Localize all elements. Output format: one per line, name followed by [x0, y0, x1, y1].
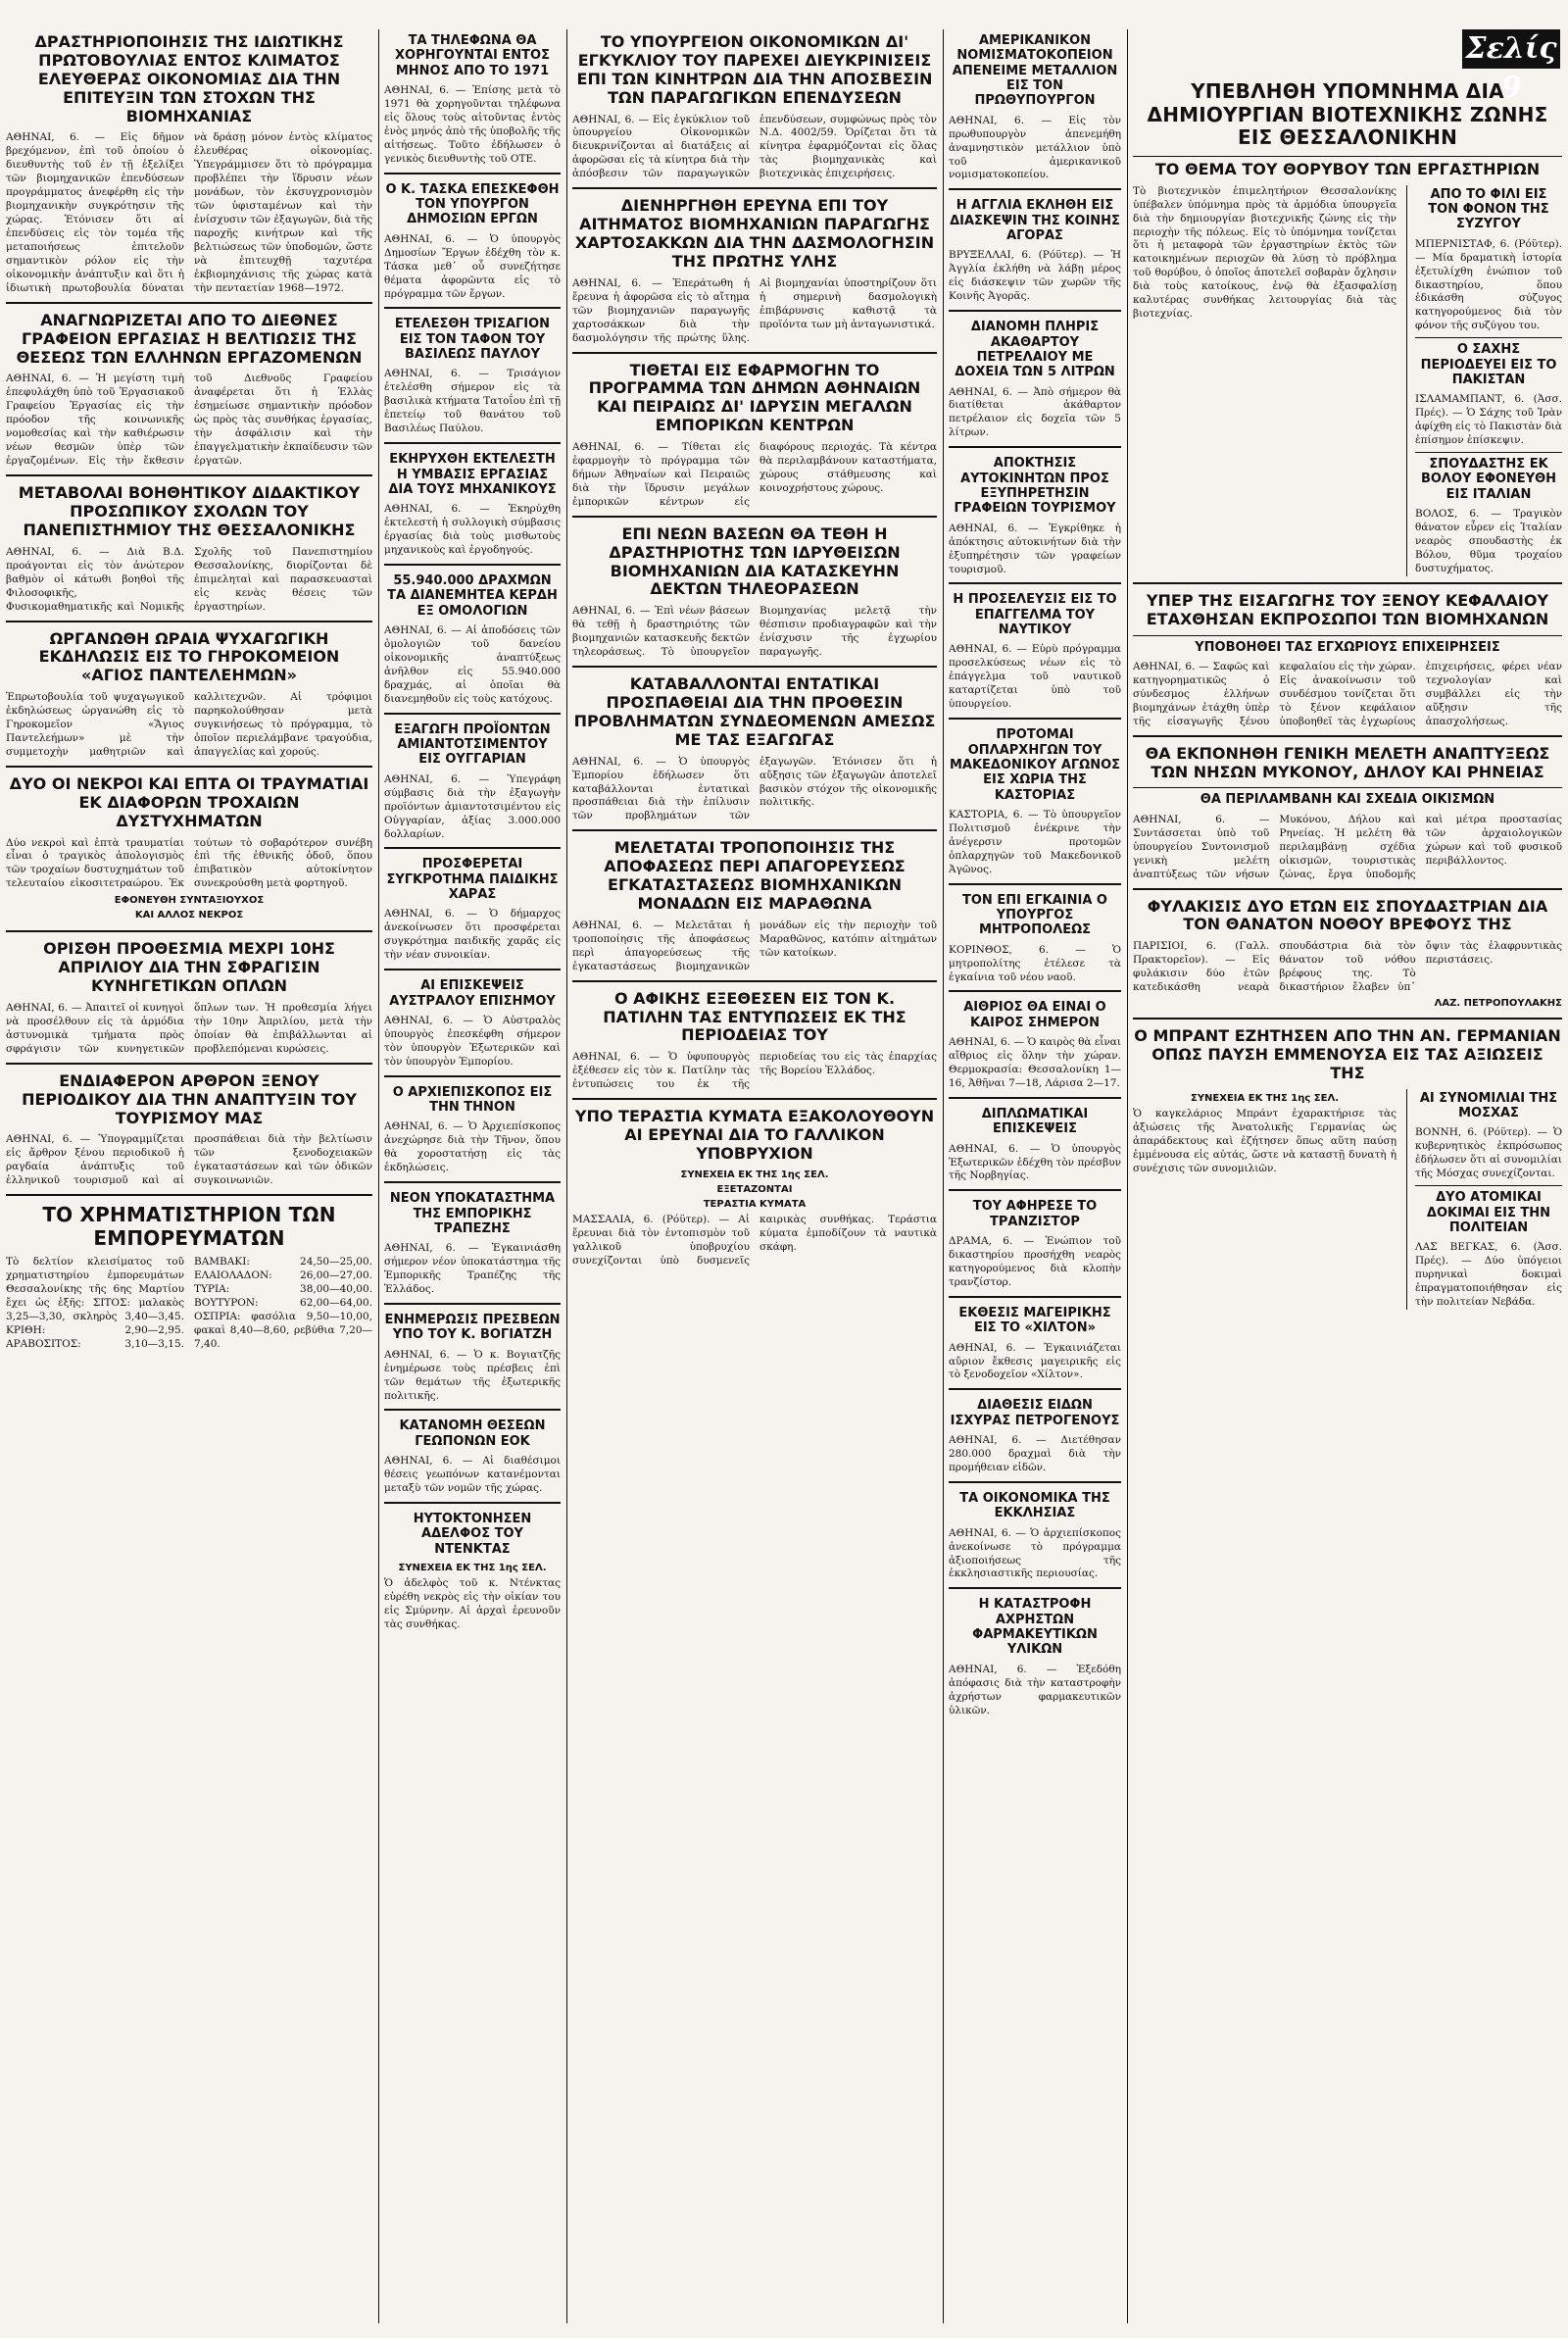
- article: [1133, 80, 1562, 584]
- brief: [1415, 342, 1562, 448]
- article-body: Τὸ βιοτεχνικὸν ἐπιμελητήριον Θεσσαλονίκης ὑπέβαλεν ὑπόμνημα πρὸς τὰ ἁρμόδια ὑπουργεῖα διὰ τὴν δημιουργίαν βιοτεχνικῆς ζώνης εἰς τὴν περιοχὴν τῆς πόλεως. Εἰς τὸ ὑπόμνημα τονίζεται ὅτι ἡ μεταφορὰ τῶν ἐργαστηρίων ἐκτὸς τῶν κατοικημένων περιοχῶν θὰ λύσῃ τὸ πρόβλημα τοῦ θορύβου, ὁ ὁποῖος ἀποτελεῖ σοβαρὰν ὄχλησιν διὰ τοὺς κατοίκους, ἐνῷ θὰ ἐξασφαλίσῃ καλυτέρας συνθήκας λειτουργίας διὰ τὰς βιοτεχνίας.: [1133, 184, 1396, 321]
- article: [949, 1491, 1121, 1589]
- article-body: ΑΘΗΝΑΙ, 6. — Διὰ Β.Δ. προάγονται εἰς τὸν ἀνώτερον βαθμὸν οἱ κάτωθι βοηθοὶ τῆς Φιλοσοφικῆς, Φυσικομαθηματικῆς καὶ Νομικῆς Σχολῆς τοῦ Πανεπιστημίου Θεσσαλονίκης, διορίζονται δὲ ἐπιμεληταὶ καὶ παρασκευασταὶ εἰς κενὰς θέσεις τῶν ἐργαστηρίων.: [6, 545, 372, 613]
- article: [572, 1108, 937, 1273]
- article-body: ΑΘΗΝΑΙ, 6. — Ἀπὸ σήμερον θὰ διατίθεται ἀκάθαρτον πετρέλαιον εἰς δοχεῖα τῶν 5 λίτρων.: [949, 385, 1121, 439]
- headline: ΤΑ ΟΙΚΟΝΟΜΙΚΑ ΤΗΣ ΕΚΚΛΗΣΙΑΣ: [959, 1490, 1110, 1521]
- headline: ΟΡΙΣΘΗ ΠΡΟΘΕΣΜΙΑ ΜΕΧΡΙ 10ΗΣ ΑΠΡΙΛΙΟΥ ΔΙΑ ΤΗΝ ΣΦΡΑΓΙΣΙΝ ΚΥΝΗΓΕΤΙΚΩΝ ΟΠΛΩΝ: [43, 939, 335, 996]
- article-body: ΑΘΗΝΑΙ, 6. — Ὁ ὑπουργὸς Ἐξωτερικῶν ἐδέχθη τὸν πρέσβυν τῆς Νορβηγίας.: [949, 1142, 1121, 1182]
- article: [949, 1597, 1121, 1723]
- article-body: ΙΣΛΑΜΑΜΠΑΝΤ, 6. (Ἀσσ. Πρές). — Ὁ Σάχης τοῦ Ἰρὰν ἀφίχθη εἰς τὸ Πακιστὰν διὰ ἐπίσημον ἐπίσκεψιν.: [1415, 393, 1562, 447]
- article-body: ΑΘΗΝΑΙ, 6. — Μελετᾶται ἡ τροποποίησις τῆς ἀποφάσεως περὶ ἀπαγορεύσεως τῆς ἐγκαταστάσεως βιομηχανικῶν μονάδων εἰς τὴν περιοχὴν τοῦ Μαραθῶνος, κατόπιν αἰτημάτων τῶν κατοίκων.: [572, 919, 937, 972]
- headline: 55.940.000 ΔΡΑΧΜΩΝ ΤΑ ΔΙΑΝΕΜΗΤΕΑ ΚΕΡΔΗ ΕΞ ΟΜΟΛΟΓΙΩΝ: [387, 573, 558, 619]
- headline: ΑΠΟΚΤΗΣΙΣ ΑΥΤΟΚΙΝΗΤΩΝ ΠΡΟΣ ΕΞΥΠΗΡΕΤΗΣΙΝ ΓΡΑΦΕΙΩΝ ΤΟΥΡΙΣΜΟΥ: [954, 456, 1116, 517]
- article: [572, 990, 937, 1100]
- article-body: ΑΘΗΝΑΙ, 6. — Ὁ ὑφυπουργὸς ἐξέθεσεν εἰς τὸν κ. Πατίλην τὰς ἐντυπώσεις του ἐκ τῆς περιοδείας του εἰς τὰς ἐπαρχίας τῆς Βορείου Ἑλλάδος.: [572, 1051, 937, 1091]
- article: [949, 592, 1121, 720]
- article: [572, 197, 937, 353]
- article-body: ΒΡΥΞΕΛΛΑΙ, 6. (Ρόϋτερ). — Ἡ Ἀγγλία ἐκλήθη νὰ λάβῃ μέρος εἰς διάσκεψιν τῶν χωρῶν τῆς Κοινῆς Ἀγορᾶς.: [949, 249, 1121, 303]
- article-body: ΑΘΗΝΑΙ, 6. — Ἐγκαινιάσθη σήμερον νέον ὑποκατάστημα τῆς Ἐμπορικῆς Τραπέζης τῆς Ἑλλάδος.: [384, 1242, 561, 1296]
- article-body: ΑΘΗΝΑΙ, 6. — Συντάσσεται ὑπὸ τοῦ ὑπουργείου Συντονισμοῦ γενικὴ μελέτη ἀναπτύξεως τῶν νήσων Μυκόνου, Δήλου καὶ Ρηνείας. Ἡ μελέτη θὰ περιλαμβάνῃ σχέδια οἰκισμῶν, τουριστικὰς ζώνας, ἔργα ὑποδομῆς καὶ μέτρα προστασίας τῶν ἀρχαιολογικῶν χώρων καὶ τοῦ φυσικοῦ περιβάλλοντος.: [1133, 813, 1562, 880]
- brief: [1415, 1190, 1562, 1310]
- headline: ΑΜΕΡΙΚΑΝΙΚΟΝ ΝΟΜΙΣΜΑΤΟΚΟΠΕΙΟΝ ΑΠΕΝΕΙΜΕ ΜΕΤΑΛΛΙΟΝ ΕΙΣ ΤΟΝ ΠΡΩΘΥΠΟΥΡΓΟΝ: [952, 33, 1118, 109]
- article: [384, 1191, 561, 1305]
- headline: ΥΠΟ ΤΕΡΑΣΤΙΑ ΚΥΜΑΤΑ ΕΞΑΚΟΛΟΥΘΟΥΝ ΑΙ ΕΡΕΥΝΑΙ ΔΙΑ ΤΟ ΓΑΛΛΙΚΟΝ ΥΠΟΒΡΥΧΙΟΝ: [574, 1107, 935, 1163]
- article-main: [1133, 1089, 1396, 1310]
- article-layout: [1133, 1089, 1562, 1310]
- headline: ΑΙ ΣΥΝΟΜΙΛΙΑΙ ΤΗΣ ΜΟΣΧΑΣ: [1419, 1090, 1558, 1121]
- article: [949, 33, 1121, 190]
- brief: [1415, 1091, 1562, 1181]
- column-1: [6, 31, 372, 2330]
- headline: ΕΝΗΜΕΡΩΣΙΣ ΠΡΕΣΒΕΩΝ ΥΠΟ ΤΟΥ Κ. ΒΟΓΙΑΤΖΗ: [384, 1312, 561, 1343]
- article-body: ΑΘΗΝΑΙ, 6. — Διετέθησαν 280.000 δραχμαὶ διὰ τὴν προμήθειαν εἰδῶν.: [949, 1434, 1121, 1473]
- article: [572, 362, 937, 518]
- headline: Η ΑΓΓΛΙΑ ΕΚΛΗΘΗ ΕΙΣ ΔΙΑΣΚΕΨΙΝ ΤΗΣ ΚΟΙΝΗΣ ΑΓΟΡΑΣ: [950, 198, 1120, 244]
- article: [949, 1107, 1121, 1192]
- article-layout: [1133, 185, 1562, 576]
- headline: ΔΥΟ ΟΙ ΝΕΚΡΟΙ ΚΑΙ ΕΠΤΑ ΟΙ ΤΡΑΥΜΑΤΙΑΙ ΕΚ ΔΙΑΦΟΡΩΝ ΤΡΟΧΑΙΩΝ ΔΥΣΤΥΧΗΜΑΤΩΝ: [9, 773, 369, 830]
- article: [949, 1199, 1121, 1297]
- article-body: ΑΘΗΝΑΙ, 6. — Ὁ δήμαρχος ἀνεκοίνωσεν ὅτι προσφέρεται συγκρότημα παιδικῆς χαρᾶς εἰς τὴν νέαν συνοικίαν.: [384, 908, 561, 962]
- headline: ΥΠΕΡ ΤΗΣ ΕΙΣΑΓΩΓΗΣ ΤΟΥ ΞΕΝΟΥ ΚΕΦΑΛΑΙΟΥ ΕΤΑΧΘΗΣΑΝ ΕΚΠΡΟΣΩΠΟΙ ΤΩΝ ΒΙΟΜΗΧΑΝΩΝ: [1146, 590, 1549, 628]
- article: [384, 317, 561, 444]
- article: [384, 857, 561, 970]
- headline: ΕΠΙ ΝΕΩΝ ΒΑΣΕΩΝ ΘΑ ΤΕΘΗ Η ΔΡΑΣΤΗΡΙΟΤΗΣ ΤΩΝ ΙΔΡΥΘΕΙΣΩΝ ΒΙΟΜΗΧΑΝΙΩΝ ΔΙΑ ΚΑΤΑΣΚΕΥΗΝ ΔΕΚΤΩΝ ΤΗΛΕΟΡΑΣΕΩΝ: [609, 523, 901, 599]
- article-body: Δύο νεκροὶ καὶ ἑπτὰ τραυματίαι εἶναι ὁ τραγικὸς ἀπολογισμὸς τῶν τροχαίων δυστυχημάτων τοῦ τελευταίου εἰκοσιτετραώρου. Ἐκ τούτων τὸ σοβαρότερον συνέβη ἐπὶ τῆς ἐθνικῆς ὁδοῦ, ὅπου ἐπιβατικὸν αὐτοκίνητον συνεκρούσθη μετὰ φορτηγοῦ.: [6, 836, 372, 890]
- headline: ΔΙΠΛΩΜΑΤΙΚΑΙ ΕΠΙΣΚΕΨΕΙΣ: [981, 1106, 1089, 1137]
- article-body: ΚΑΣΤΟΡΙΑ, 6. — Τὸ ὑπουργεῖον Πολιτισμοῦ ἐνέκρινε τὴν ἀνέγερσιν προτομῶν ὁπλαρχηγῶν τοῦ Μακεδονικοῦ Ἀγῶνος.: [949, 808, 1121, 875]
- headline: Ο ΣΑΧΗΣ ΠΕΡΙΟΔΕΥΕΙ ΕΙΣ ΤΟ ΠΑΚΙΣΤΑΝ: [1420, 342, 1557, 387]
- article: [6, 484, 372, 622]
- column-4: [949, 31, 1121, 2330]
- subheading: ΕΞΕΤΑΖΟΝΤΑΙ: [716, 1183, 793, 1195]
- article: [949, 727, 1121, 884]
- headline: ΤΟ ΥΠΟΥΡΓΕΙΟΝ ΟΙΚΟΝΟΜΙΚΩΝ ΔΙ' ΕΓΚΥΚΛΙΟΥ ΤΟΥ ΠΑΡΕΧΕΙ ΔΙΕΥΚΡΙΝΙΣΕΙΣ ΕΠΙ ΤΩΝ ΚΙΝΗΤΡΩΝ ΔΙΑ ΤΗΝ ΑΠΟΣΒΕΣΙΝ ΤΩΝ ΠΑΡΑΓΩΓΙΚΩΝ ΕΠΕΝΔΥΣΕΩΝ: [576, 32, 933, 107]
- subheading: ΤΕΡΑΣΤΙΑ ΚΥΜΑΤΑ: [703, 1198, 807, 1210]
- article: [572, 525, 937, 668]
- article: [6, 940, 372, 1064]
- headline: ΕΚΘΕΣΙΣ ΜΑΓΕΙΡΙΚΗΣ ΕΙΣ ΤΟ «ΧΙΛΤΟΝ»: [958, 1305, 1111, 1336]
- headline: ΠΡΟΣΦΕΡΕΤΑΙ ΣΥΓΚΡΟΤΗΜΑ ΠΑΙΔΙΚΗΣ ΧΑΡΑΣ: [386, 857, 559, 903]
- subheading: ΘΑ ΠΕΡΙΛΑΜΒΑΝΗ ΚΑΙ ΣΧΕΔΙΑ ΟΙΚΙΣΜΩΝ: [1200, 792, 1495, 808]
- article-body: ΑΘΗΝΑΙ, 6. — Ὑπεγράφη σύμβασις διὰ τὴν ἐξαγωγὴν προϊόντων ἀμιαντοτσιμέντου εἰς Οὐγγαρίαν, ἀξίας 3.000.000 δολλαρίων.: [384, 772, 561, 840]
- column-2: [384, 31, 561, 2330]
- brief: [1415, 187, 1562, 334]
- headline: Ο Κ. ΤΑΣΚΑ ΕΠΕΣΚΕΦΘΗ ΤΟΝ ΥΠΟΥΡΓΟΝ ΔΗΜΟΣΙΩΝ ΕΡΓΩΝ: [385, 181, 560, 227]
- article-body: ΚΟΡΙΝΘΟΣ, 6. — Ὁ μητροπολίτης ἐτέλεσε τὰ ἐγκαίνια τοῦ νέου ναοῦ.: [949, 943, 1121, 983]
- headline: Ο ΑΦΙΚΗΣ ΕΞΕΘΕΣΕΝ ΕΙΣ ΤΟΝ Κ. ΠΑΤΙΛΗΝ ΤΑΣ ΕΝΤΥΠΩΣΕΙΣ ΕΚ ΤΗΣ ΠΕΡΙΟΔΕΙΑΣ ΤΟΥ: [603, 988, 906, 1045]
- article-body: ΑΘΗΝΑΙ, 6. — Ὁ καιρὸς θὰ εἶναι αἴθριος εἰς ὅλην τὴν χώραν. Θερμοκρασία: Θεσσαλονίκη 1—16, Ἀθῆναι 7—18, Λάρισα 2—17.: [949, 1036, 1121, 1089]
- article: [384, 1085, 561, 1183]
- headline: ΑΙ ΕΠΙΣΚΕΨΕΙΣ ΑΥΣΤΡΑΛΟΥ ΕΠΙΣΗΜΟΥ: [389, 978, 556, 1009]
- article: [384, 1313, 561, 1411]
- headline: ΦΥΛΑΚΙΣΙΣ ΔΥΟ ΕΤΩΝ ΕΙΣ ΣΠΟΥΔΑΣΤΡΙΑΝ ΔΙΑ ΤΟΝ ΘΑΝΑΤΟΝ ΝΟΘΟΥ ΒΡΕΦΟΥΣ ΤΗΣ: [1147, 896, 1548, 934]
- article: [384, 722, 561, 850]
- article-body: ΑΘΗΝΑΙ, 6. — Εὐρὺ πρόγραμμα προσελκύσεως νέων εἰς τὸ ἐπάγγελμα τοῦ ναυτικοῦ καταρτίζεται ὑπὸ τοῦ ὑπουργείου.: [949, 643, 1121, 711]
- article-body: ΑΘΗΝΑΙ, 6. — Σαφῶς καὶ κατηγορηματικῶς ὁ σύνδεσμος ἑλλήνων βιομηχάνων ἐτάχθη ὑπὲρ τῆς εἰσαγωγῆς ξένου κεφαλαίου εἰς τὴν χώραν. Εἰς ἀνακοίνωσιν τοῦ συνδέσμου τονίζεται ὅτι τὸ ξένον κεφάλαιον ὑποβοηθεῖ τὰς ἐγχωρίους ἐπιχειρήσεις, φέρει νέαν τεχνολογίαν καὶ συμβάλλει εἰς τὴν αὔξησιν τῆς ἀπασχολήσεως.: [1133, 660, 1562, 727]
- article: [6, 312, 372, 476]
- headline: ΥΠΕΒΛΗΘΗ ΥΠΟΜΝΗΜΑ ΔΙΑ ΔΗΜΙΟΥΡΓΙΑΝ ΒΙΟΤΕΧΝΙΚΗΣ ΖΩΝΗΣ ΕΙΣ ΘΕΣΣΑΛΟΝΙΚΗΝ: [1147, 79, 1548, 150]
- article: [384, 452, 561, 566]
- article: [949, 456, 1121, 584]
- headline: Ο ΜΠΡΑΝΤ ΕΖΗΤΗΣΕΝ ΑΠΟ ΤΗΝ ΑΝ. ΓΕΡΜΑΝΙΑΝ ΟΠΩΣ ΠΑΥΣΗ ΕΜΜΕΝΟΥΣΑ ΕΙΣ ΤΑΣ ΑΞΙΩΣΕΙΣ ΤΗΣ: [1134, 1026, 1561, 1082]
- article-body: ΑΘΗΝΑΙ, 6. — Αἱ διαθέσιμοι θέσεις γεωπόνων κατανέμονται μεταξὺ τῶν νομῶν τῆς χώρας.: [384, 1455, 561, 1495]
- article: [949, 1306, 1121, 1391]
- article-body: ΔΡΑΜΑ, 6. — Ἐνώπιον τοῦ δικαστηρίου προσήχθη νεαρὸς κατηγορούμενος διὰ κλοπὴν τρανζίστορ.: [949, 1235, 1121, 1288]
- article: [6, 1204, 372, 1358]
- article-body: ΑΘΗΝΑΙ, 6. — Ὁ ὑπουργὸς Ἐμπορίου ἐδήλωσεν ὅτι καταβάλλονται ἐντατικαὶ προσπάθειαι διὰ τὴν ἐπίλυσιν τῶν προβλημάτων τῶν ἐξαγωγῶν. Ἐτόνισεν ὅτι ἡ αὔξησις τῶν ἐξαγωγῶν ἀποτελεῖ βασικὸν στόχον τῆς οἰκονομικῆς πολιτικῆς.: [572, 755, 937, 822]
- article: [1133, 1027, 1562, 1316]
- headline: Ο ΑΡΧΙΕΠΙΣΚΟΠΟΣ ΕΙΣ ΤΗΝ ΤΗΝΟΝ: [392, 1084, 553, 1116]
- article-body: ΑΘΗΝΑΙ, 6. — Ἐκηρύχθη ἐκτελεστὴ ἡ συλλογικὴ σύμβασις ἐργασίας διὰ τοὺς μισθωτοὺς μηχανικοὺς καὶ ἐργοδηγούς.: [384, 503, 561, 557]
- divider: [1415, 1185, 1562, 1186]
- page-number-logo: Σελίς 9: [1462, 29, 1560, 69]
- article-body: ΜΑΣΣΑΛΙΑ, 6. (Ρόϋτερ). — Αἱ ἔρευναι διὰ τὸν ἐντοπισμὸν τοῦ γαλλικοῦ ὑποβρυχίου συνεχίζονται ὑπὸ δυσμενεῖς καιρικὰς συνθήκας. Τεράστια κύματα ἐμποδίζουν τὰ ναυτικὰ σκάφη.: [572, 1213, 937, 1267]
- subheading: ΤΟ ΘΕΜΑ ΤΟΥ ΘΟΡΥΒΟΥ ΤΩΝ ΕΡΓΑΣΤΗΡΙΩΝ: [1154, 159, 1541, 178]
- article-body: ΑΘΗΝΑΙ, 6. — Ὁ κ. Βογιατζῆς ἐνημέρωσε τοὺς πρέσβεις ἐπὶ τῶν θεμάτων τῆς ἐξωτερικῆς πολιτικῆς.: [384, 1348, 561, 1402]
- article-body: ΑΘΗΝΑΙ, 6. — Ἐξεδόθη ἀπόφασις διὰ τὴν καταστροφὴν ἀχρήστων φαρμακευτικῶν ὑλικῶν.: [949, 1663, 1121, 1716]
- headline: ΑΠΟ ΤΟ ΦΙΛΙ ΕΙΣ ΤΟΝ ΦΟΝΟΝ ΤΗΣ ΣΥΖΥΓΟΥ: [1428, 186, 1549, 232]
- headline: ΤΑ ΤΗΛΕΦΩΝΑ ΘΑ ΧΟΡΗΓΟΥΝΤΑΙ ΕΝΤΟΣ ΜΗΝΟΣ ΑΠΟ ΤΟ 1971: [395, 33, 550, 78]
- divider: [1133, 635, 1562, 636]
- article: [949, 320, 1121, 448]
- divider: [1415, 337, 1562, 338]
- sidebar-briefs: [1406, 1089, 1562, 1310]
- byline: ΛΑΖ. ΠΕΤΡΟΠΟΥΛΑΚΗΣ: [1434, 998, 1562, 1010]
- subheading: ΣΥΝΕΧΕΙΑ ΕΚ ΤΗΣ 1ης ΣΕΛ.: [1190, 1092, 1339, 1104]
- article: [572, 33, 937, 189]
- column-rule: [378, 29, 379, 2323]
- article-body: ΜΠΕΡΝΙΣΤΑΦ, 6. (Ρόϋτερ). — Μία δραματικὴ ἱστορία ἐξετυλίχθη ἐνώπιον τοῦ δικαστηρίου, ὅπου ἐδικάσθη σύζυγος κατηγορούμενος διὰ τὸν φόνον τῆς συζύγου του.: [1415, 237, 1562, 332]
- headline: ΑΙΘΡΙΟΣ ΘΑ ΕΙΝΑΙ Ο ΚΑΙΡΟΣ ΣΗΜΕΡΟΝ: [963, 1000, 1106, 1030]
- article: [949, 893, 1121, 993]
- article: [384, 1512, 561, 1638]
- divider: [1415, 452, 1562, 453]
- article-body: ΑΘΗΝΑΙ, 6. — Ἡ μεγίστη τιμὴ ἐπεφυλάχθη ὑπὸ τοῦ Ἐργασιακοῦ Γραφείου Ἐργασίας εἰς τὴν πρόοδον τῆς κοινωνικῆς νομοθεσίας καὶ τὴν καθιέρωσιν νέων θεσμῶν ὑπὲρ τῶν ἐργαζομένων. Εἰς τὴν ἔκθεσιν τοῦ Διεθνοῦς Γραφείου ἀναφέρεται ὅτι ἡ Ἑλλὰς ἐσημείωσε σημαντικὴν πρόοδον ὡς πρὸς τὰς συνθήκας ἐργασίας, τὴν ἀσφάλισιν καὶ τὴν ἐπαγγελματικὴν ἐκπαίδευσιν τῶν ἐργατῶν.: [6, 373, 372, 468]
- headline: Η ΠΡΟΣΕΛΕΥΣΙΣ ΕΙΣ ΤΟ ΕΠΑΓΓΕΛΜΑ ΤΟΥ ΝΑΥΤΙΚΟΥ: [953, 592, 1117, 638]
- article: [1133, 592, 1562, 737]
- article-body: ΑΘΗΝΑΙ, 6. — Εἰς ἐγκύκλιον τοῦ ὑπουργείου Οἰκονομικῶν διευκρινίζονται αἱ διατάξεις αἱ ἀφορῶσαι εἰς τὰ κίνητρα διὰ τὴν ἀπόσβεσιν τῶν παραγωγικῶν ἐπενδύσεων, συμφώνως πρὸς τὸν Ν.Δ. 4002/59. Ὁρίζεται ὅτι τὰ κίνητρα ἐφαρμόζονται εἰς ὅλας τὰς βιομηχανικὰς καὶ βιοτεχνικὰς ἐπιχειρήσεις.: [572, 113, 937, 180]
- headline: ΕΚΗΡΥΧΘΗ ΕΚΤΕΛΕΣΤΗ Η ΥΜΒΑΣΙΣ ΕΡΓΑΣΙΑΣ ΔΙΑ ΤΟΥΣ ΜΗΧΑΝΙΚΟΥΣ: [388, 452, 557, 497]
- column-rule: [566, 29, 567, 2323]
- article-body: ΑΘΗΝΑΙ, 6. — Ἐπίσης μετὰ τὸ 1971 θὰ χορηγοῦνται τηλέφωνα εἰς ὅλους τοὺς αἰτοῦντας ἐντὸς ἑνὸς μηνός ἀπὸ τῆς ὑποβολῆς τῆς αἰτήσεως. Τοῦτο ἐδήλωσεν ὁ γενικὸς διευθυντὴς τοῦ ΟΤΕ.: [384, 83, 561, 165]
- article: [6, 1072, 372, 1196]
- article: [6, 630, 372, 768]
- article-body: ΑΘΗΝΑΙ, 6. — Ὑπογραμμίζεται εἰς ἄρθρον ξένου περιοδικοῦ ἡ ραγδαία ἀνάπτυξις τοῦ ἑλληνικοῦ τουρισμοῦ καὶ αἱ προσπάθειαι διὰ τὴν βελτίωσιν τῶν ξενοδοχειακῶν ἐγκαταστάσεων καὶ τῶν ὁδικῶν συγκοινωνιῶν.: [6, 1133, 372, 1187]
- headline: ΚΑΤΑΒΑΛΛΟΝΤΑΙ ΕΝΤΑΤΙΚΑΙ ΠΡΟΣΠΑΘΕΙΑΙ ΔΙΑ ΤΗΝ ΠΡΟΘΕΣΙΝ ΠΡΟΒΛΗΜΑΤΩΝ ΣΥΝΔΕΟΜΕΝΩΝ ΑΜΕΣΩΣ ΜΕ ΤΑΣ ΕΞΑΓΩΓΑΣ: [573, 674, 936, 749]
- article: [572, 675, 937, 831]
- divider: [1133, 787, 1562, 788]
- article: [384, 978, 561, 1076]
- article: [949, 198, 1121, 312]
- article: [572, 839, 937, 981]
- headline: ΑΝΑΓΝΩΡΙΖΕΤΑΙ ΑΠΟ ΤΟ ΔΙΕΘΝΕΣ ΓΡΑΦΕΙΟΝ ΕΡΓΑΣΙΑΣ Η ΒΕΛΤΙΩΣΙΣ ΤΗΣ ΘΕΣΕΩΣ ΤΩΝ ΕΛΛΗΝΩΝ ΕΡΓΑΖΟΜΕΝΩΝ: [16, 310, 363, 367]
- subheading: ΚΑΙ ΑΛΛΟΣ ΝΕΚΡΟΣ: [134, 910, 244, 921]
- article-body: ΑΘΗΝΑΙ, 6. — Ἐγκρίθηκε ἡ ἀπόκτησις αὐτοκινήτων διὰ τὴν ἐξυπηρέτησιν τῶν γραφείων τουρισμοῦ.: [949, 522, 1121, 575]
- headline: ΠΡΟΤΟΜΑΙ ΟΠΛΑΡΧΗΓΩΝ ΤΟΥ ΜΑΚΕΔΟΝΙΚΟΥ ΑΓΩΝΟΣ ΕΙΣ ΧΩΡΙΑ ΤΗΣ ΚΑΣΤΟΡΙΑΣ: [949, 727, 1121, 803]
- article-body: ΑΘΗΝΑΙ, 6. — Ὁ ὑπουργὸς Δημοσίων Ἔργων ἐδέχθη τὸν κ. Τάσκα μεθ᾽ οὗ συνεζήτησε θέματα ἀφορῶντα εἰς τὸ πρόγραμμα τῶν ἔργων.: [384, 232, 561, 300]
- article-body: ΑΘΗΝΑΙ, 6. — Ἐγκαινιάζεται αὔριον ἔκθεσις μαγειρικῆς εἰς τὸ ξενοδοχεῖον «Χίλτον».: [949, 1341, 1121, 1381]
- article-body: Ὁ ἀδελφὸς τοῦ κ. Ντένκτας εὑρέθη νεκρὸς εἰς τὴν οἰκίαν του εἰς Σμύρνην. Αἱ ἀρχαὶ ἐρευνοῦν τὰς συνθήκας.: [384, 1576, 561, 1630]
- column-rule: [943, 29, 944, 2323]
- article: [384, 33, 561, 174]
- article-body: ΛΑΣ ΒΕΓΚΑΣ, 6. (Ἀσσ. Πρές). — Δύο ὑπόγειοι πυρηνικαὶ δοκιμαὶ ἐπραγματοποιήθησαν εἰς τὴν πολιτείαν Νεβάδα.: [1415, 1241, 1562, 1308]
- brief: [1415, 457, 1562, 576]
- article-body: ΑΘΗΝΑΙ, 6. — Ἐπὶ νέων βάσεων θὰ τεθῇ ἡ δραστηριότης τῶν βιομηχανιῶν κατασκευῆς δεκτῶν τηλεοράσεως. Τὸ ὑπουργεῖον Βιομηχανίας μελετᾷ τὴν θέσπισιν προδιαγραφῶν καὶ τὴν ἐνίσχυσιν τῆς ἐγχωρίου παραγωγῆς.: [572, 605, 937, 659]
- headline: ΣΠΟΥΔΑΣΤΗΣ ΕΚ ΒΟΛΟΥ ΕΦΟΝΕΥΘΗ ΕΙΣ ΙΤΑΛΙΑΝ: [1420, 457, 1557, 502]
- headline: ΔΙΑΘΕΣΙΣ ΕΙΔΩΝ ΙΣΧΥΡΑΣ ΠΕΤΡΟΓΕΝΟΥΣ: [950, 1398, 1120, 1428]
- column-rule: [1127, 29, 1128, 2323]
- subheading: ΕΦΟΝΕΥΘΗ ΣΥΝΤΑΞΙΟΥΧΟΣ: [114, 895, 265, 907]
- article-body: ΒΟΛΟΣ, 6. — Τραγικὸν θάνατον εὗρεν εἰς Ἰταλίαν νεαρὸς σπουδαστὴς ἐκ Βόλου, θῦμα τροχαίου δυστυχήματος.: [1415, 508, 1562, 574]
- article-body: ΑΘΗΝΑΙ, 6. — Τίθεται εἰς ἐφαρμογὴν τὸ πρόγραμμα τῶν δήμων Ἀθηναίων καὶ Πειραιῶς διὰ τὴν ἵδρυσιν μεγάλων ἐμπορικῶν κέντρων εἰς διαφόρους περιοχάς. Τὰ κέντρα θὰ περιλαμβάνουν καταστήματα, χώρους στάθμευσης καὶ κοινοχρήστους χώρους.: [572, 441, 937, 508]
- article-body: Τὸ δελτίον κλεισίματος τοῦ χρηματιστηρίου ἐμπορευμάτων Θεσσαλονίκης τῆς 6ης Μαρτίου ἔχει ὡς ἑξῆς: ΣΙΤΟΣ: μαλακὸς 3,25—3,30, σκληρὸς 3,40—3,45. ΚΡΙΘΗ: 2,90—2,95. ΑΡΑΒΟΣΙΤΟΣ: 3,10—3,15. ΒΑΜΒΑΚΙ: 24,50—25,00. ΕΛΑΙΟΛΑΔΟΝ: 26,00—27,00. ΤΥΡΙΑ: 38,00—40,00. ΒΟΥΤΥΡΟΝ: 62,00—64,00. ΟΣΠΡΙΑ: φασόλια 9,50—10,00, φακαὶ 8,40—8,60, ρεβύθια 7,20—7,40.: [6, 1256, 372, 1351]
- headline: ΩΡΓΑΝΩΘΗ ΩΡΑΙΑ ΨΥΧΑΓΩΓΙΚΗ ΕΚΔΗΛΩΣΙΣ ΕΙΣ ΤΟ ΓΗΡΟΚΟΜΕΙΟΝ «ΑΓΙΟΣ ΠΑΝΤΕΛΕΗΜΩΝ»: [38, 628, 340, 685]
- subheading: ΣΥΝΕΧΕΙΑ ΕΚ ΤΗΣ 1ης ΣΕΛ.: [398, 1562, 547, 1573]
- article-body: ΑΘΗΝΑΙ, 6. — Τρισάγιον ἐτελέσθη σήμερον εἰς τὰ βασιλικὰ κτήματα Τατοΐου ἐπὶ τῇ ἐπετείῳ τοῦ θανάτου τοῦ Βασιλέως Παύλου.: [384, 368, 561, 435]
- article: [6, 33, 372, 304]
- article-body: ΑΘΗΝΑΙ, 6. — Ὁ Αὐστραλὸς ὑπουργὸς ἐπεσκέφθη σήμερον τὸν ὑπουργὸν Ἐξωτερικῶν καὶ τὸν ὑπουργὸν Ἐμπορίου.: [384, 1014, 561, 1068]
- headline: ΗΥΤΟΚΤΟΝΗΣΕΝ ΑΔΕΛΦΟΣ ΤΟΥ ΝΤΕΝΚΤΑΣ: [413, 1511, 532, 1557]
- headline: ΝΕΟΝ ΥΠΟΚΑΤΑΣΤΗΜΑ ΤΗΣ ΕΜΠΟΡΙΚΗΣ ΤΡΑΠΕΖΗΣ: [389, 1191, 556, 1236]
- article: [384, 182, 561, 310]
- article: [384, 1418, 561, 1504]
- headline: ΜΕΤΑΒΟΛΑΙ ΒΟΗΘΗΤΙΚΟΥ ΔΙΔΑΚΤΙΚΟΥ ΠΡΟΣΩΠΙΚΟΥ ΣΧΟΛΩΝ ΤΟΥ ΠΑΝΕΠΙΣΤΗΜΙΟΥ ΤΗΣ ΘΕΣΣΑΛΟΝΙΚΗΣ: [18, 483, 361, 539]
- column-5: [1133, 31, 1562, 2330]
- article: [1133, 745, 1562, 890]
- article: [949, 1000, 1121, 1098]
- headline: ΕΤΕΛΕΣΘΗ ΤΡΙΣΑΓΙΟΝ ΕΙΣ ΤΟΝ ΤΑΦΟΝ ΤΟΥ ΒΑΣΙΛΕΩΣ ΠΑΥΛΟΥ: [394, 317, 551, 363]
- headline: ΔΙΕΝΗΡΓΗΘΗ ΕΡΕΥΝΑ ΕΠΙ ΤΟΥ ΑΙΤΗΜΑΤΟΣ ΒΙΟΜΗΧΑΝΙΩΝ ΠΑΡΑΓΩΓΗΣ ΧΑΡΤΟΣΑΚΚΩΝ ΔΙΑ ΤΗΝ ΔΑΣΜΟΛΟΓΗΣΙΝ ΤΗΣ ΠΡΩΤΗΣ ΥΛΗΣ: [574, 196, 935, 271]
- article-body: ΠΑΡΙΣΙΟΙ, 6. (Γαλλ. Πρακτορεῖον). — Εἰς φυλάκισιν δύο ἐτῶν κατεδικάσθη νεαρὰ σπουδάστρια διὰ τὸν θάνατον τοῦ νόθου βρέφους της. Τὸ δικαστήριον ἔλαβεν ὑπ᾽ ὄψιν τὰς ἐλαφρυντικὰς περιστάσεις.: [1133, 940, 1562, 994]
- headline: ΤΟΝ ΕΠΙ ΕΓΚΑΙΝΙΑ Ο ΥΠΟΥΡΓΟΣ ΜΗΤΡΟΠΟΛΕΩΣ: [962, 892, 1107, 938]
- headline: ΤΟ ΧΡΗΜΑΤΙΣΤΗΡΙΟΝ ΤΩΝ ΕΜΠΟΡΕΥΜΑΤΩΝ: [42, 1203, 336, 1250]
- headline: ΔΙΑΝΟΜΗ ΠΛΗΡΙΣ ΑΚΑΘΑΡΤΟΥ ΠΕΤΡΕΛΑΙΟΥ ΜΕ ΔΟΧΕΙΑ ΤΩΝ 5 ΛΙΤΡΩΝ: [955, 320, 1115, 380]
- headline: ΕΞΑΓΩΓΗ ΠΡΟΪΟΝΤΩΝ ΑΜΙΑΝΤΟΤΣΙΜΕΝΤΟΥ ΕΙΣ ΟΥΓΓΑΡΙΑΝ: [394, 721, 551, 768]
- headline: ΤΟΥ ΑΦΗΡΕΣΕ ΤΟ ΤΡΑΝΖΙΣΤΟΡ: [972, 1199, 1098, 1229]
- article-body: ΒΟΝΝΗ, 6. (Ρόϋτερ). — Ὁ κυβερνητικὸς ἐκπρόσωπος ἐδήλωσεν ὅτι αἱ συνομιλίαι τῆς Μόσχας συνεχίζονται.: [1415, 1126, 1562, 1180]
- article-body: ΑΘΗΝΑΙ, 6. — Ἐπεράτωθη ἡ ἔρευνα ἡ ἀφορῶσα εἰς τὸ αἴτημα τῶν βιομηχανιῶν παραγωγῆς χαρτοσάκκων διὰ τὴν δασμολόγησιν τῆς πρώτης ὕλης. Αἱ βιομηχανίαι ὑποστηρίζουν ὅτι ἡ σημερινὴ δασμολογικὴ ἐπιβάρυνσις καθιστᾷ τὰ προϊόντα των μὴ ἀνταγωνιστικά.: [572, 276, 937, 344]
- article-body: ΑΘΗΝΑΙ, 6. — Αἱ ἀποδόσεις τῶν ὁμολογιῶν τοῦ δανείου οἰκονομικῆς ἀναπτύξεως ἀνῆλθον εἰς 55.940.000 δραχμάς, αἱ ὁποῖαι θὰ διανεμηθοῦν εἰς τοὺς κατόχους.: [384, 623, 561, 705]
- article-body: ΑΘΗΝΑΙ, 6. — Ἀπαιτεῖ οἱ κυνηγοὶ νὰ προσέλθουν εἰς τὰ ἁρμόδια ἀστυνομικὰ τμήματα πρὸς σφράγισιν τῶν κυνηγετικῶν ὅπλων των. Ἡ προθεσμία λήγει τὴν 10ην Ἀπριλίου, μετὰ τὴν ὁποίαν θὰ ἐπιβάλλωνται αἱ προβλεπόμεναι κυρώσεις.: [6, 1001, 372, 1055]
- article-body: ΑΘΗΝΑΙ, 6. — Εἰς δῆμον βρεχόμενον, ἐπὶ τοῦ ὁποίου ὁ διευθυντὴς τοῦ ἐν τῇ ἐξελίξει τῶν βιομηχανικῶν ἐπενδύσεων προγράμματος ἀνεφέρθη εἰς τὴν βιομηχανικὴν συγκρότησιν τῆς χώρας. Ἐτόνισεν ὅτι αἱ ἐπενδύσεις εἰς τὸν τομέα τῆς μεταποιήσεως ἐπιτελοῦν σημαντικὸν ρόλον εἰς τὴν οἰκονομικὴν ἀνάπτυξιν καὶ ὅτι ἡ ἰδιωτικὴ πρωτοβουλία δύναται νὰ δράσῃ μόνον ἐντὸς κλίματος ἐλευθέρας οἰκονομίας. Ὑπεγράμμισεν ὅτι τὸ πρόγραμμα προβλέπει τὴν ἵδρυσιν νέων μονάδων, τὸν ἐκσυγχρονισμὸν τῶν ὑφισταμένων καὶ τὴν ἐνίσχυσιν τῶν ἐξαγωγῶν, διὰ τῆς παροχῆς κινήτρων καὶ τῆς βελτιώσεως τῶν ὑποδομῶν, ὥστε νὰ ἐπιτευχθῇ ταχυτέρα ἐκβιομηχάνισις τῆς χώρας κατὰ τὴν πενταετίαν 1968—1972.: [6, 131, 372, 294]
- column-3: [572, 31, 937, 2330]
- sidebar-briefs: [1406, 185, 1562, 576]
- headline: ΔΥΟ ΑΤΟΜΙΚΑΙ ΔΟΚΙΜΑΙ ΕΙΣ ΤΗΝ ΠΟΛΙΤΕΙΑΝ: [1426, 1190, 1551, 1235]
- article: [384, 573, 561, 715]
- article: [1133, 898, 1562, 1020]
- headline: ΜΕΛΕΤΑΤΑΙ ΤΡΟΠΟΠΟΙΗΣΙΣ ΤΗΣ ΑΠΟΦΑΣΕΩΣ ΠΕΡΙ ΑΠΑΓΟΡΕΥΣΕΩΣ ΕΓΚΑΤΑΣΤΑΣΕΩΣ ΒΙΟΜΗΧΑΝΙΚΩΝ ΜΟΝΑΔΩΝ ΕΙΣ ΜΑΡΑΘΩΝΑ: [604, 838, 906, 913]
- headline: ΤΙΘΕΤΑΙ ΕΙΣ ΕΦΑΡΜΟΓΗΝ ΤΟ ΠΡΟΓΡΑΜΜΑ ΤΩΝ ΔΗΜΩΝ ΑΘΗΝΑΙΩΝ ΚΑΙ ΠΕΙΡΑΙΩΣ ΔΙ' ΙΔΡΥΣΙΝ ΜΕΓΑΛΩΝ ΕΜΠΟΡΙΚΩΝ ΚΕΝΤΡΩΝ: [588, 360, 921, 435]
- headline: ΘΑ ΕΚΠΟΝΗΘΗ ΓΕΝΙΚΗ ΜΕΛΕΤΗ ΑΝΑΠΤΥΞΕΩΣ ΤΩΝ ΝΗΣΩΝ ΜΥΚΟΝΟΥ, ΔΗΛΟΥ ΚΑΙ ΡΗΝΕΙΑΣ: [1145, 743, 1550, 781]
- subheading: ΣΥΝΕΧΕΙΑ ΕΚ ΤΗΣ 1ης ΣΕΛ.: [680, 1169, 829, 1180]
- article-body: ΑΘΗΝΑΙ, 6. — Ὁ ἀρχιεπίσκοπος ἀνεκοίνωσε τὸ πρόγραμμα ἀξιοποιήσεως τῆς ἐκκλησιαστικῆς περιουσίας.: [949, 1526, 1121, 1580]
- article-body: ΑΘΗΝΑΙ, 6. — Ὁ Ἀρχιεπίσκοπος ἀνεχώρησε διὰ τὴν Τῆνον, ὅπου θὰ χοροστατήσῃ εἰς τὰς ἐκδηλώσεις.: [384, 1120, 561, 1174]
- headline: Η ΚΑΤΑΣΤΡΟΦΗ ΑΧΡΗΣΤΩΝ ΦΑΡΜΑΚΕΥΤΙΚΩΝ ΥΛΙΚΩΝ: [972, 1597, 1098, 1658]
- headline: ΕΝΔΙΑΦΕΡΟΝ ΑΡΘΡΟΝ ΞΕΝΟΥ ΠΕΡΙΟΔΙΚΟΥ ΔΙΑ ΤΗΝ ΑΝΑΠΤΥΞΙΝ ΤΟΥ ΤΟΥΡΙΣΜΟΥ ΜΑΣ: [22, 1070, 357, 1127]
- article-body: Ἐπρωτοβουλία τοῦ ψυχαγωγικοῦ ἐκδηλώσεως ὠργανώθη εἰς τὸ Γηροκομεῖον «Ἅγιος Παντελεήμων» μὲ τὴν συμμετοχὴν μαθητριῶν καὶ καλλιτεχνῶν. Αἱ τρόφιμοι παρηκολούθησαν μετὰ συγκινήσεως τὸ πρόγραμμα, τὸ ὁποῖον περιελάμβανε τραγούδια, ἀπαγγελίας καὶ χορούς.: [6, 691, 372, 758]
- article-body: ΑΘΗΝΑΙ, 6. — Εἰς τὸν πρωθυπουργὸν ἀπενεμήθη ἀναμνηστικὸν μετάλλιον ὑπὸ τοῦ ἀμερικανικοῦ νομισματοκοπείου.: [949, 114, 1121, 181]
- article: [949, 1398, 1121, 1483]
- divider: [1133, 156, 1562, 157]
- article-body: Ὁ καγκελάριος Μπράντ ἐχαρακτήρισε τὰς ἀξιώσεις τῆς Ἀνατολικῆς Γερμανίας ὡς ἀπαράδεκτους καὶ ἐζήτησεν ὅπως αὕτη παύσῃ ἐμμένουσα εἰς αὐτάς, ὥστε νὰ καταστῇ δυνατὴ ἡ συνέχισις τῶν συνομιλιῶν.: [1133, 1107, 1396, 1174]
- headline: ΚΑΤΑΝΟΜΗ ΘΕΣΕΩΝ ΓΕΩΠΟΝΩΝ ΕΟΚ: [399, 1418, 546, 1449]
- subheading: ΥΠΟΒΟΗΘΕΙ ΤΑΣ ΕΓΧΩΡΙΟΥΣ ΕΠΙΧΕΙΡΗΣΕΙΣ: [1195, 639, 1500, 655]
- article: [6, 775, 372, 932]
- headline: ΔΡΑΣΤΗΡΙΟΠΟΙΗΣΙΣ ΤΗΣ ΙΔΙΩΤΙΚΗΣ ΠΡΩΤΟΒΟΥΛΙΑΣ ΕΝΤΟΣ ΚΛΙΜΑΤΟΣ ΕΛΕΥΘΕΡΑΣ ΟΙΚΟΝΟΜΙΑΣ ΔΙΑ ΤΗΝ ΕΠΙΤΕΥΞΙΝ ΤΩΝ ΣΤΟΧΩΝ ΤΗΣ ΒΙΟΜΗΧΑΝΙΑΣ: [34, 32, 344, 125]
